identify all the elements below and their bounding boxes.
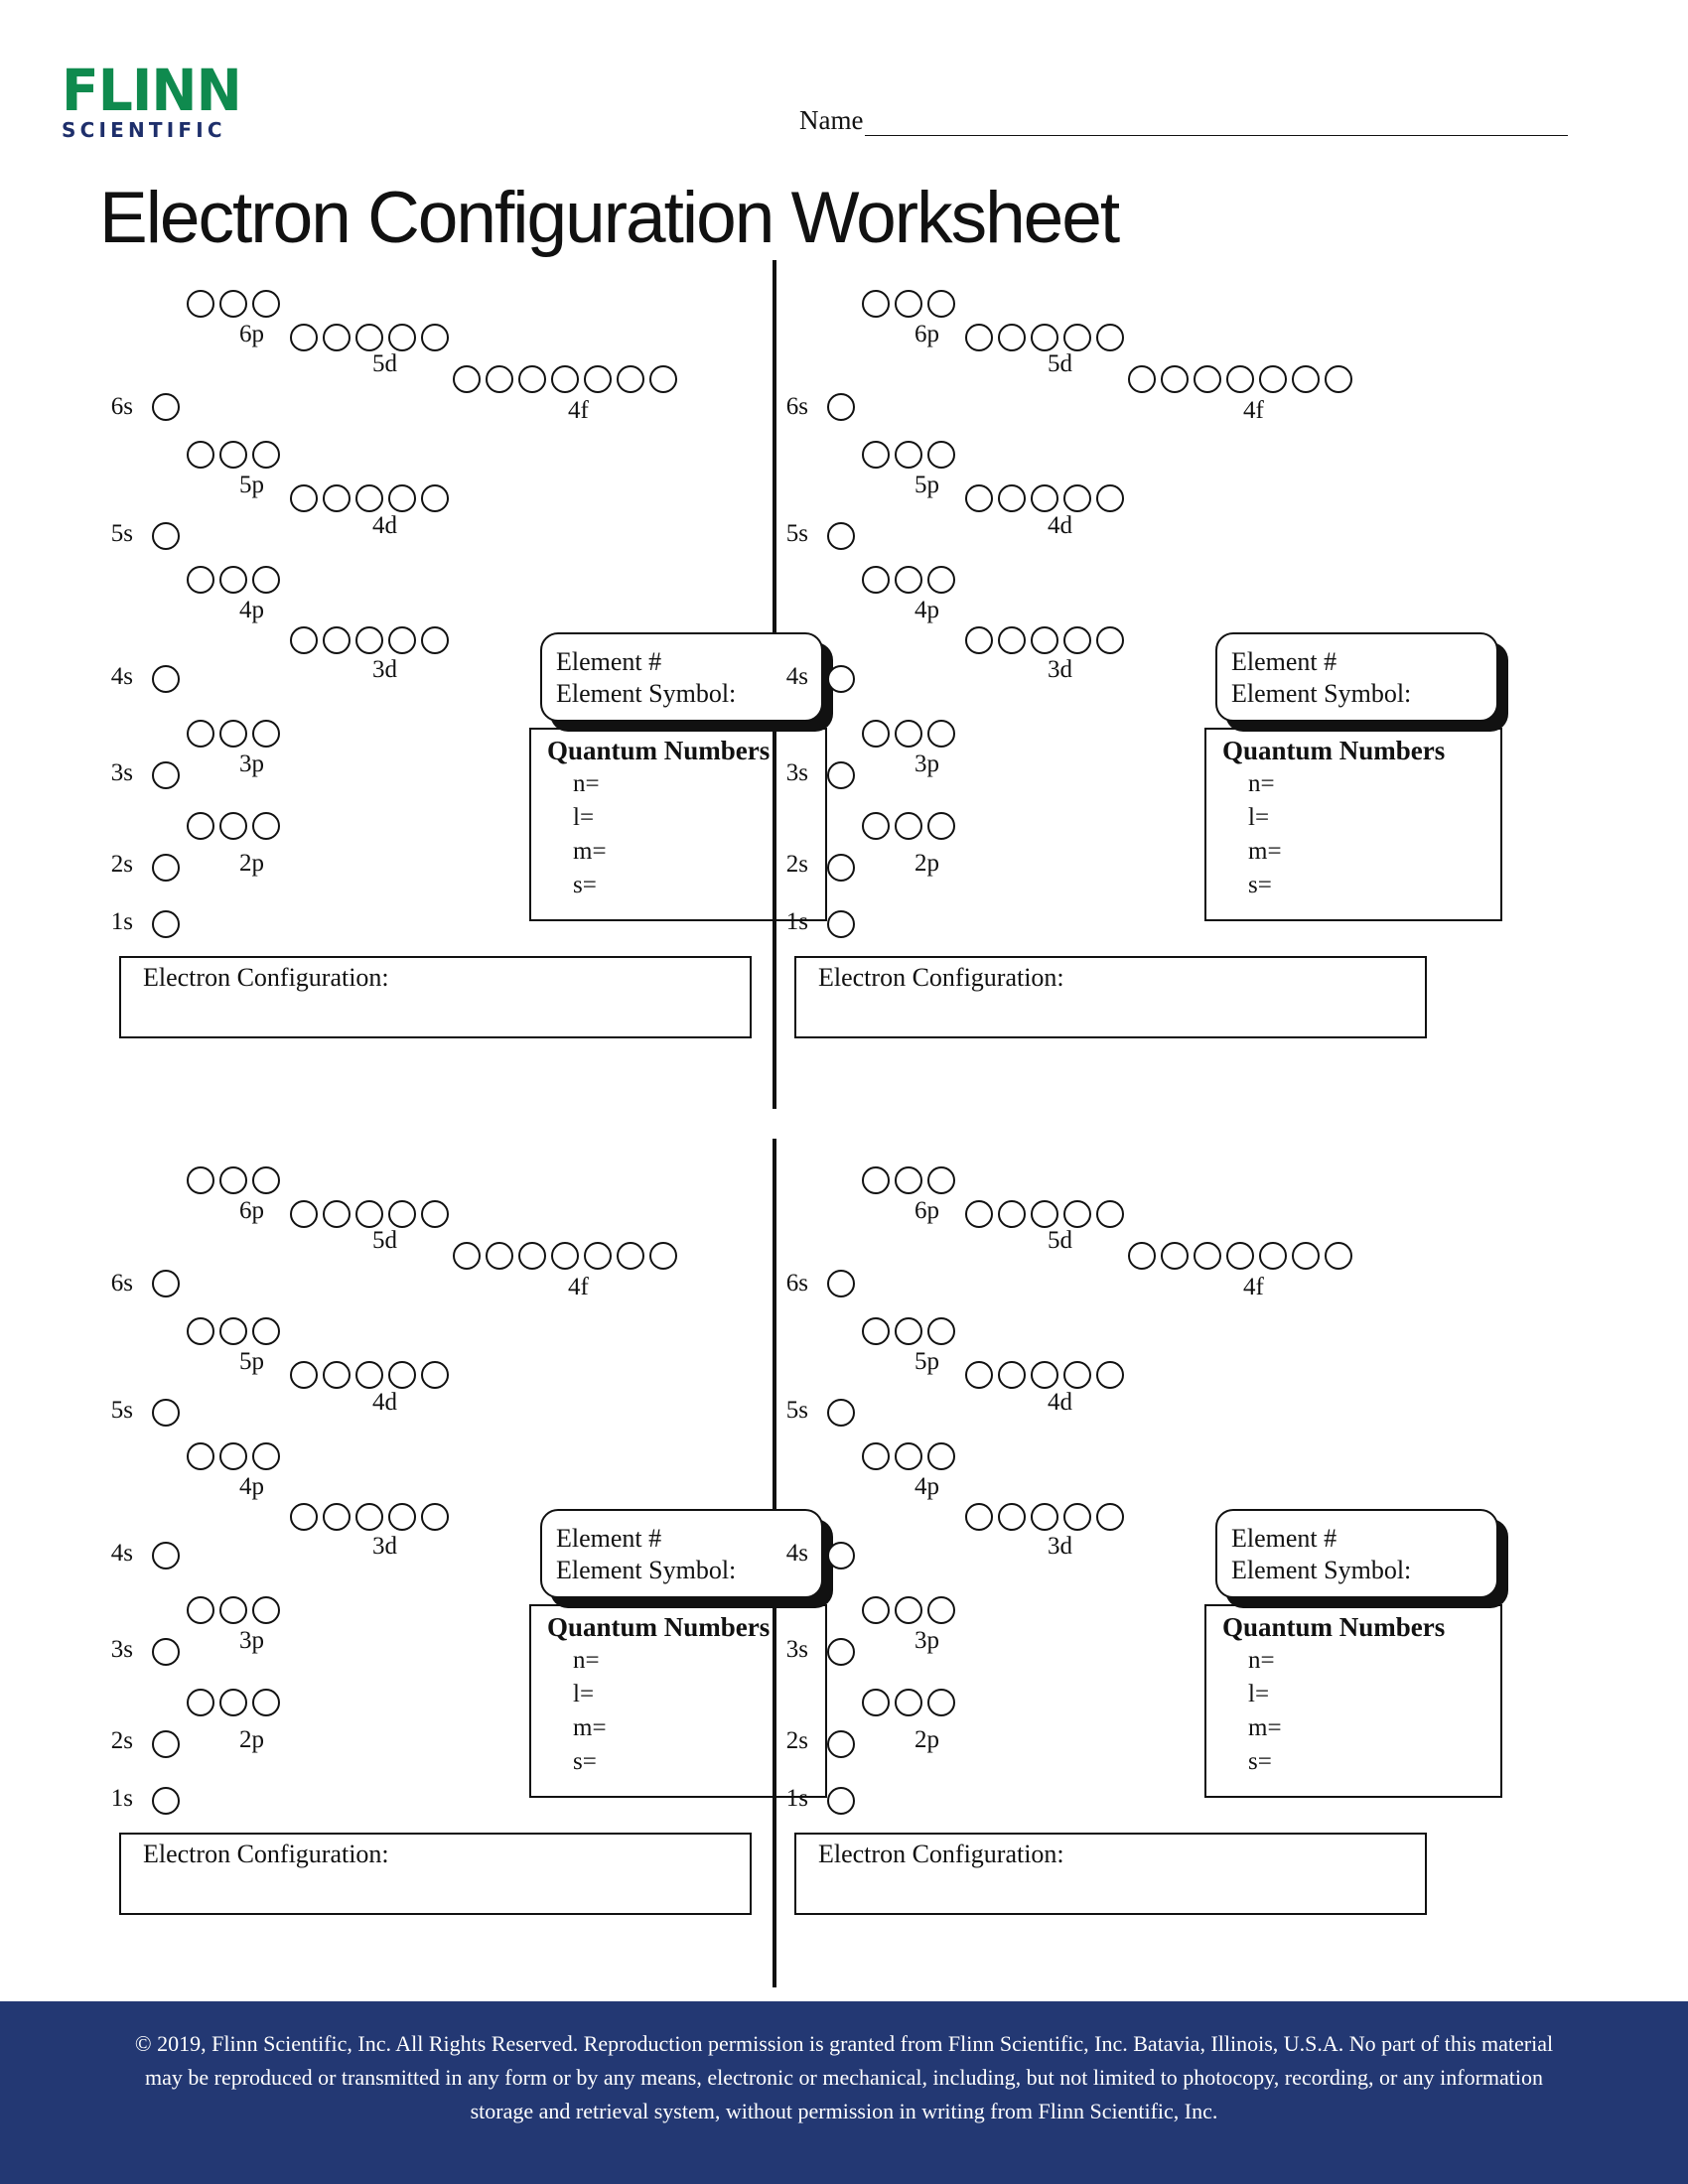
quantum-m-label: m= [573,838,607,865]
quantum-m-label: m= [1248,838,1282,865]
orbital-3p-circle[interactable] [219,1596,247,1624]
orbital-5p-circle[interactable] [219,1317,247,1345]
orbital-4f-circle[interactable] [649,1242,677,1270]
orbital-label-5d: 5d [1048,1227,1072,1254]
orbital-5p-circle[interactable] [895,441,922,469]
orbital-4d-circle[interactable] [998,1361,1026,1389]
orbital-6p-circle[interactable] [895,1166,922,1194]
orbital-label-2p: 2p [914,1726,939,1753]
orbital-4f-circle[interactable] [1161,1242,1189,1270]
orbital-5d-circle[interactable] [355,1200,383,1228]
orbital-4d-circle[interactable] [290,484,318,512]
orbital-6p-circle[interactable] [219,1166,247,1194]
electron-configuration-box[interactable] [119,956,752,1038]
orbital-label-3p: 3p [239,751,264,777]
orbital-5d-circle[interactable] [1063,324,1091,351]
orbital-3d-circle[interactable] [965,626,993,654]
orbital-label-6p: 6p [914,321,939,347]
name-label: Name [799,105,864,135]
orbital-4f-circle[interactable] [649,365,677,393]
orbital-4f-circle[interactable] [1325,365,1352,393]
orbital-label-2s: 2s [110,851,133,878]
orbital-4f-circle[interactable] [1325,1242,1352,1270]
orbital-label-3s: 3s [110,759,133,786]
orbital-5d-circle[interactable] [388,1200,416,1228]
orbital-3p-circle[interactable] [187,1596,214,1624]
quantum-m-label: m= [1248,1714,1282,1741]
orbital-4f-circle[interactable] [486,1242,513,1270]
orbital-4p-circle[interactable] [252,1442,280,1470]
orbital-label-3d: 3d [372,656,397,683]
orbital-label-3d: 3d [1048,1533,1072,1560]
orbital-6p-circle[interactable] [927,290,955,318]
quantum-numbers-box[interactable] [1204,728,1502,921]
orbital-label-6p: 6p [239,321,264,347]
orbital-5d-circle[interactable] [1031,324,1058,351]
orbital-label-2p: 2p [914,850,939,877]
orbital-5p-circle[interactable] [252,1317,280,1345]
quantum-numbers-title: Quantum Numbers [1222,1612,1446,1642]
element-number-label: Element # [1231,1524,1337,1553]
orbital-5d-circle[interactable] [388,324,416,351]
orbital-label-4f: 4f [568,1274,589,1300]
orbital-2p-circle[interactable] [927,812,955,840]
flinn-scientific-logo [62,57,250,142]
orbital-4f-circle[interactable] [518,1242,546,1270]
orbital-5p-circle[interactable] [187,441,214,469]
orbital-label-5d: 5d [1048,350,1072,377]
orbital-3s-circle[interactable] [827,761,855,789]
orbital-label-3s: 3s [785,759,808,786]
orbital-4p-circle[interactable] [895,1442,922,1470]
orbital-label-1s: 1s [110,1785,133,1812]
orbital-label-5s: 5s [110,520,133,547]
orbital-label-6s: 6s [785,1270,808,1297]
orbital-2p-circle[interactable] [862,1689,890,1716]
orbital-label-2p: 2p [239,850,264,877]
orbital-label-6s: 6s [785,393,808,420]
orbital-5d-circle[interactable] [421,1200,449,1228]
orbital-3d-circle[interactable] [1063,626,1091,654]
orbital-6s-circle[interactable] [827,1270,855,1297]
orbital-4p-circle[interactable] [187,1442,214,1470]
orbital-4d-circle[interactable] [355,484,383,512]
element-symbol-label: Element Symbol: [556,679,737,708]
electron-configuration-label: Electron Configuration: [818,963,1064,992]
orbital-2p-circle[interactable] [927,1689,955,1716]
orbital-5d-circle[interactable] [1096,1200,1124,1228]
quantum-m-label: m= [573,1714,607,1741]
orbital-3s-circle[interactable] [152,761,180,789]
quantum-n-label: n= [573,770,600,797]
orbital-4f-circle[interactable] [486,365,513,393]
orbital-4p-circle[interactable] [252,566,280,594]
orbital-label-3p: 3p [239,1627,264,1654]
orbital-4d-circle[interactable] [355,1361,383,1389]
orbital-4s-circle[interactable] [152,665,180,693]
orbital-3d-circle[interactable] [323,1503,351,1531]
orbital-3d-circle[interactable] [998,1503,1026,1531]
element-symbol-label: Element Symbol: [1231,1556,1412,1584]
orbital-4p-circle[interactable] [187,566,214,594]
orbital-4d-circle[interactable] [1063,1361,1091,1389]
orbital-4f-circle[interactable] [551,365,579,393]
logo-scientific: SCIENTIFIC [62,118,226,142]
orbital-label-5d: 5d [372,1227,397,1254]
orbital-4d-circle[interactable] [323,484,351,512]
orbital-4d-circle[interactable] [1096,1361,1124,1389]
orbital-label-1s: 1s [785,908,808,935]
orbital-6p-circle[interactable] [862,1166,890,1194]
orbital-4d-circle[interactable] [1031,484,1058,512]
orbital-5p-circle[interactable] [895,1317,922,1345]
element-info-box[interactable] [1215,1509,1498,1598]
quantum-n-label: n= [1248,1647,1275,1674]
orbital-3p-circle[interactable] [862,720,890,748]
element-number-label: Element # [1231,647,1337,676]
orbital-3p-circle[interactable] [927,720,955,748]
orbital-5d-circle[interactable] [290,1200,318,1228]
quantum-l-label: l= [1248,804,1270,831]
orbital-3p-circle[interactable] [862,1596,890,1624]
orbital-label-4d: 4d [372,1389,397,1416]
orbital-5d-circle[interactable] [1096,324,1124,351]
orbital-2p-circle[interactable] [252,812,280,840]
footer-line-2: may be reproduced or transmitted in any form or by any means, electronic or mechanical, including, but not limited to photocopy, recording, or any information [145,2065,1543,2090]
name-blank-line[interactable] [865,109,1568,136]
orbital-4f-circle[interactable] [1292,1242,1320,1270]
orbital-4f-circle[interactable] [453,365,481,393]
orbital-4f-circle[interactable] [1259,1242,1287,1270]
orbital-label-5p: 5p [914,472,939,498]
quantum-numbers-title: Quantum Numbers [547,736,771,765]
orbital-5d-circle[interactable] [421,324,449,351]
orbital-label-4f: 4f [568,397,589,424]
orbital-5d-circle[interactable] [1031,1200,1058,1228]
orbital-4f-circle[interactable] [617,1242,644,1270]
orbital-label-5p: 5p [239,1348,264,1375]
worksheet-quadrant [785,1164,1470,2038]
orbital-3s-circle[interactable] [827,1638,855,1666]
orbital-label-6p: 6p [239,1197,264,1224]
orbital-label-4p: 4p [239,1473,264,1500]
orbital-2p-circle[interactable] [252,1689,280,1716]
orbital-label-4d: 4d [1048,1389,1072,1416]
orbital-5p-circle[interactable] [252,441,280,469]
logo-flinn: FLINN [62,57,241,124]
orbital-3d-circle[interactable] [421,1503,449,1531]
page-title: Electron Configuration Worksheet [99,178,1119,258]
orbital-5d-circle[interactable] [998,324,1026,351]
orbital-2p-circle[interactable] [895,1689,922,1716]
quantum-numbers-box[interactable] [1204,1604,1502,1798]
orbital-5p-circle[interactable] [927,1317,955,1345]
orbital-2s-circle[interactable] [152,854,180,882]
electron-configuration-box[interactable] [119,1833,752,1915]
orbital-4s-circle[interactable] [827,665,855,693]
orbital-6p-circle[interactable] [219,290,247,318]
orbital-6p-circle[interactable] [252,1166,280,1194]
orbital-6s-circle[interactable] [152,1270,180,1297]
orbital-5d-circle[interactable] [323,1200,351,1228]
orbital-6p-circle[interactable] [927,1166,955,1194]
orbital-label-4s: 4s [785,1540,808,1567]
orbital-3d-circle[interactable] [1031,1503,1058,1531]
orbital-label-5s: 5s [785,1397,808,1424]
orbital-6p-circle[interactable] [862,290,890,318]
quantum-s-label: s= [573,872,597,898]
orbital-4p-circle[interactable] [927,566,955,594]
orbital-4d-circle[interactable] [388,484,416,512]
orbital-4f-circle[interactable] [1292,365,1320,393]
orbital-4d-circle[interactable] [965,1361,993,1389]
orbital-4d-circle[interactable] [965,484,993,512]
orbital-label-3d: 3d [372,1533,397,1560]
orbital-6s-circle[interactable] [827,393,855,421]
orbital-4f-circle[interactable] [584,1242,612,1270]
orbital-4p-circle[interactable] [927,1442,955,1470]
orbital-3p-circle[interactable] [927,1596,955,1624]
orbital-2p-circle[interactable] [187,1689,214,1716]
orbital-5p-circle[interactable] [862,1317,890,1345]
orbital-4d-circle[interactable] [421,1361,449,1389]
orbital-4d-circle[interactable] [998,484,1026,512]
orbital-4f-circle[interactable] [1194,1242,1221,1270]
orbital-6p-circle[interactable] [187,290,214,318]
electron-configuration-label: Electron Configuration: [143,1840,389,1868]
orbital-5d-circle[interactable] [323,324,351,351]
orbital-3d-circle[interactable] [1063,1503,1091,1531]
orbital-3d-circle[interactable] [1096,1503,1124,1531]
orbital-3d-circle[interactable] [323,626,351,654]
orbital-4p-circle[interactable] [219,1442,247,1470]
quantum-s-label: s= [1248,872,1272,898]
orbital-4f-circle[interactable] [1259,365,1287,393]
orbital-label-2s: 2s [785,851,808,878]
orbital-5d-circle[interactable] [1063,1200,1091,1228]
element-number-label: Element # [556,647,662,676]
orbital-4f-circle[interactable] [453,1242,481,1270]
quantum-s-label: s= [1248,1748,1272,1775]
quantum-l-label: l= [573,1681,595,1707]
orbital-3d-circle[interactable] [290,1503,318,1531]
orbital-4d-circle[interactable] [1096,484,1124,512]
orbital-3d-circle[interactable] [355,1503,383,1531]
orbital-3d-circle[interactable] [421,626,449,654]
orbital-1s-circle[interactable] [152,1787,180,1815]
orbital-3p-circle[interactable] [219,720,247,748]
orbital-5p-circle[interactable] [219,441,247,469]
orbital-label-4p: 4p [239,597,264,623]
orbital-label-3s: 3s [110,1636,133,1663]
orbital-4d-circle[interactable] [323,1361,351,1389]
orbital-label-6p: 6p [914,1197,939,1224]
orbital-3d-circle[interactable] [355,626,383,654]
quantum-numbers-title: Quantum Numbers [1222,736,1446,765]
element-number-label: Element # [556,1524,662,1553]
orbital-label-3d: 3d [1048,656,1072,683]
orbital-5d-circle[interactable] [965,1200,993,1228]
orbital-label-2p: 2p [239,1726,264,1753]
electron-configuration-box[interactable] [794,1833,1427,1915]
orbital-label-3p: 3p [914,751,939,777]
orbital-5d-circle[interactable] [965,324,993,351]
orbital-3d-circle[interactable] [965,1503,993,1531]
orbital-4p-circle[interactable] [862,566,890,594]
orbital-label-4s: 4s [785,663,808,690]
electron-configuration-label: Electron Configuration: [818,1840,1064,1868]
orbital-4d-circle[interactable] [1031,1361,1058,1389]
orbital-3p-circle[interactable] [252,1596,280,1624]
orbital-label-2s: 2s [785,1727,808,1754]
name-field[interactable] [799,105,1568,136]
orbital-2p-circle[interactable] [895,812,922,840]
orbital-5p-circle[interactable] [862,441,890,469]
orbital-6p-circle[interactable] [895,290,922,318]
quantum-numbers-box[interactable] [529,728,827,921]
orbital-4f-circle[interactable] [1226,365,1254,393]
orbital-label-5p: 5p [239,472,264,498]
orbital-4p-circle[interactable] [219,566,247,594]
orbital-label-1s: 1s [110,908,133,935]
orbital-label-4s: 4s [110,663,133,690]
quantum-n-label: n= [1248,770,1275,797]
orbital-label-4p: 4p [914,597,939,623]
orbital-4f-circle[interactable] [518,365,546,393]
element-symbol-label: Element Symbol: [556,1556,737,1584]
orbital-5s-circle[interactable] [152,522,180,550]
orbital-4f-circle[interactable] [584,365,612,393]
orbital-5s-circle[interactable] [152,1399,180,1427]
orbital-3p-circle[interactable] [895,1596,922,1624]
orbital-4p-circle[interactable] [862,1442,890,1470]
orbital-3d-circle[interactable] [1031,626,1058,654]
orbital-label-6s: 6s [110,393,133,420]
orbital-label-4d: 4d [1048,512,1072,539]
element-symbol-label: Element Symbol: [1231,679,1412,708]
orbital-1s-circle[interactable] [827,1787,855,1815]
worksheet-quadrant [785,288,1470,1161]
orbital-4d-circle[interactable] [421,484,449,512]
orbital-label-4f: 4f [1243,1274,1264,1300]
orbital-5d-circle[interactable] [355,324,383,351]
orbital-3p-circle[interactable] [252,720,280,748]
orbital-6p-circle[interactable] [252,290,280,318]
element-info-box[interactable] [1215,632,1498,722]
orbital-6s-circle[interactable] [152,393,180,421]
orbital-2p-circle[interactable] [219,1689,247,1716]
orbital-label-5s: 5s [785,520,808,547]
orbital-2s-circle[interactable] [827,1730,855,1758]
orbital-label-4s: 4s [110,1540,133,1567]
footer-line-1: © 2019, Flinn Scientific, Inc. All Rights Reserved. Reproduction permission is granted from Flinn Scientific, Inc. Batavia, Illinois, U.S.A. No part of this material [134,2031,1554,2056]
orbital-6p-circle[interactable] [187,1166,214,1194]
orbital-1s-circle[interactable] [827,910,855,938]
orbital-5s-circle[interactable] [827,1399,855,1427]
orbital-label-3p: 3p [914,1627,939,1654]
orbital-label-5s: 5s [110,1397,133,1424]
worksheet-quadrant [110,288,794,1161]
orbital-label-2s: 2s [110,1727,133,1754]
orbital-3d-circle[interactable] [290,626,318,654]
electron-configuration-box[interactable] [794,956,1427,1038]
orbital-3d-circle[interactable] [388,626,416,654]
orbital-3d-circle[interactable] [998,626,1026,654]
orbital-4f-circle[interactable] [1128,365,1156,393]
orbital-1s-circle[interactable] [152,910,180,938]
quantum-l-label: l= [1248,1681,1270,1707]
orbital-3d-circle[interactable] [1096,626,1124,654]
orbital-label-3s: 3s [785,1636,808,1663]
orbital-5d-circle[interactable] [290,324,318,351]
orbital-label-5d: 5d [372,350,397,377]
orbital-2p-circle[interactable] [862,812,890,840]
orbital-4s-circle[interactable] [827,1542,855,1570]
footer-line-3: storage and retrieval system, without permission in writing from Flinn Scientific, Inc. [470,2099,1218,2123]
orbital-2s-circle[interactable] [827,854,855,882]
orbital-4d-circle[interactable] [290,1361,318,1389]
copyright-footer [0,2001,1688,2184]
orbital-2p-circle[interactable] [219,812,247,840]
orbital-label-4f: 4f [1243,397,1264,424]
orbital-3d-circle[interactable] [388,1503,416,1531]
quantum-numbers-title: Quantum Numbers [547,1612,771,1642]
worksheet-quadrant [110,1164,794,2038]
quantum-n-label: n= [573,1647,600,1674]
orbital-4f-circle[interactable] [1161,365,1189,393]
orbital-4f-circle[interactable] [617,365,644,393]
orbital-5p-circle[interactable] [187,1317,214,1345]
orbital-4p-circle[interactable] [895,566,922,594]
orbital-label-4d: 4d [372,512,397,539]
orbital-label-4p: 4p [914,1473,939,1500]
orbital-5d-circle[interactable] [998,1200,1026,1228]
orbital-label-6s: 6s [110,1270,133,1297]
orbital-3s-circle[interactable] [152,1638,180,1666]
quantum-s-label: s= [573,1748,597,1775]
orbital-3p-circle[interactable] [895,720,922,748]
orbital-2s-circle[interactable] [152,1730,180,1758]
orbital-5s-circle[interactable] [827,522,855,550]
orbital-label-1s: 1s [785,1785,808,1812]
orbital-4f-circle[interactable] [551,1242,579,1270]
orbital-2p-circle[interactable] [187,812,214,840]
orbital-4d-circle[interactable] [1063,484,1091,512]
orbital-3p-circle[interactable] [187,720,214,748]
orbital-4s-circle[interactable] [152,1542,180,1570]
orbital-label-5p: 5p [914,1348,939,1375]
orbital-4f-circle[interactable] [1128,1242,1156,1270]
quantum-numbers-box[interactable] [529,1604,827,1798]
orbital-4f-circle[interactable] [1194,365,1221,393]
electron-configuration-label: Electron Configuration: [143,963,389,992]
quantum-l-label: l= [573,804,595,831]
orbital-4f-circle[interactable] [1226,1242,1254,1270]
orbital-4d-circle[interactable] [388,1361,416,1389]
orbital-5p-circle[interactable] [927,441,955,469]
